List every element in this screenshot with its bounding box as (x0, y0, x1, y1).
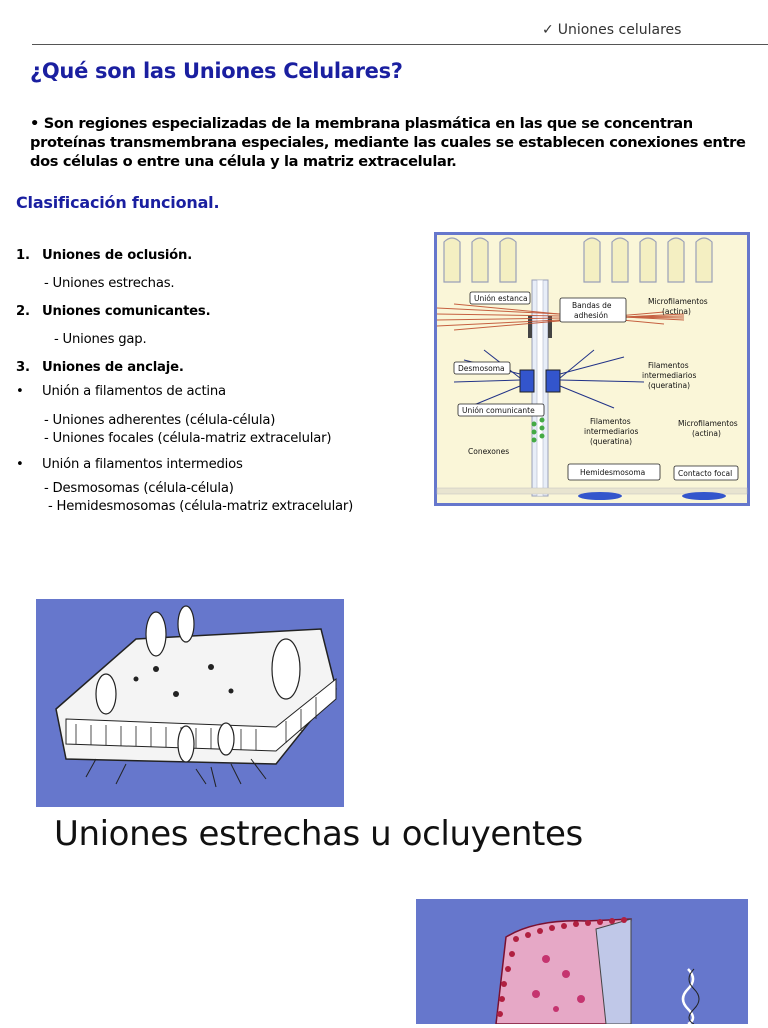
cell-membrane-illustration (416, 899, 748, 1024)
label-bandas-2: adhesión (574, 311, 609, 320)
label-intermediarios: intermediarios (642, 371, 697, 380)
list-item-label: Uniones de oclusión. (42, 248, 193, 263)
list-subitem: - Uniones estrechas. (44, 276, 175, 291)
label-hemidesmosoma: Hemidesmosoma (580, 468, 646, 477)
list-number: 1. (16, 248, 30, 263)
list-item-occlusion (16, 248, 192, 263)
cell-junction-diagram (434, 232, 750, 506)
checkmark-icon: ✓ (542, 22, 554, 38)
section-tag (542, 22, 681, 38)
section-tag-label: Uniones celulares (557, 22, 682, 38)
label-union-comunicante: Unión comunicante (462, 406, 535, 415)
list-subitem: - Uniones gap. (54, 332, 147, 347)
list-item-anchoring (16, 360, 184, 375)
label-bandas: Bandas de (572, 301, 612, 310)
label-actina-top: (actina) (662, 307, 691, 316)
tight-junction-illustration (36, 599, 344, 807)
label-actina-bottom: (actina) (692, 429, 721, 438)
label-conexones: Conexones (468, 447, 510, 456)
label-filamentos-2: Filamentos (590, 417, 631, 426)
cell-membrane-illustration-art (416, 899, 748, 1024)
tight-junction-illustration-art (36, 599, 344, 807)
list-number: 2. (16, 304, 30, 319)
list-subitem: - Uniones adherentes (célula-célula) (44, 413, 276, 428)
label-desmosoma: Desmosoma (458, 364, 505, 373)
list-item-label: Unión a filamentos de actina (42, 384, 226, 399)
bullet-icon: • (16, 384, 24, 399)
list-item-label: Unión a filamentos intermedios (42, 457, 243, 472)
label-queratina-2: (queratina) (590, 437, 633, 446)
list-bullet-actin (16, 384, 226, 399)
cell-junction-diagram-art (434, 232, 750, 506)
list-item-communicating (16, 304, 210, 319)
figure-caption: Uniones estrechas u ocluyentes (54, 814, 583, 854)
label-microfilamentos-bottom: Microfilamentos (678, 419, 738, 428)
label-filamentos: Filamentos (648, 361, 689, 370)
list-item-label: Uniones de anclaje. (42, 360, 184, 375)
list-number: 3. (16, 360, 30, 375)
label-queratina: (queratina) (648, 381, 691, 390)
intro-paragraph: • Son regiones especializadas de la membrana plasmática en las que se concentran proteínas transmembrana especiales, mediante las cuales se establecen conexiones entre dos células o entre una célula y la matriz extracelular. (30, 115, 746, 170)
list-subitem: - Desmosomas (célula-célula) (44, 481, 234, 496)
section-subtitle: Clasificación funcional. (16, 193, 220, 212)
label-union-estanca: Unión estanca (474, 294, 528, 303)
bullet-icon: • (16, 457, 24, 472)
list-item-label: Uniones comunicantes. (42, 304, 211, 319)
page-title: ¿Qué son las Uniones Celulares? (30, 59, 403, 83)
list-bullet-intermediate (16, 457, 243, 472)
list-subitem: - Uniones focales (célula-matriz extracelular) (44, 431, 332, 446)
label-contacto-focal: Contacto focal (678, 469, 733, 478)
header-divider (32, 44, 768, 45)
list-subitem: - Hemidesmosomas (célula-matriz extracelular) (48, 499, 354, 514)
label-microfilamentos-top: Microfilamentos (648, 297, 708, 306)
label-intermediarios-2: intermediarios (584, 427, 639, 436)
